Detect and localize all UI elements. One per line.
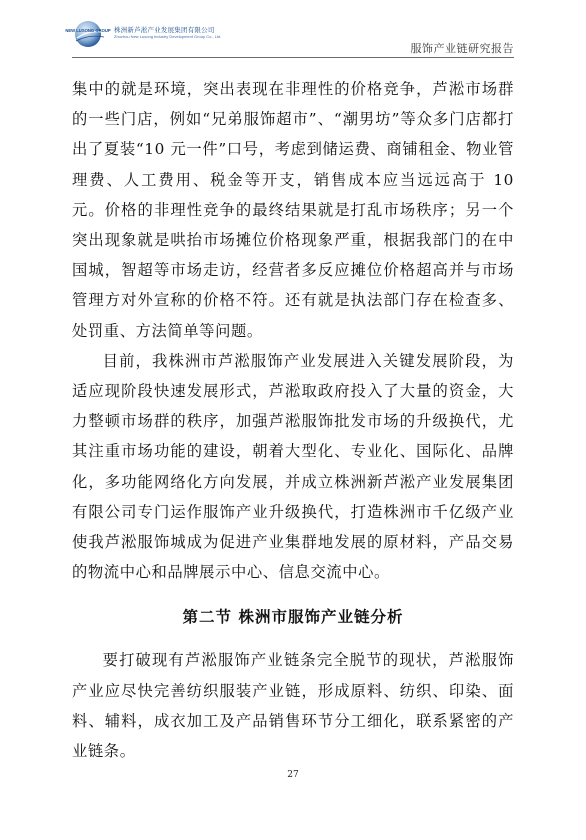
logo-text-block — [114, 26, 264, 39]
logo-company-name-en: Zhuzhou New Lusong Industry Development Group Co., Ltd. — [114, 34, 222, 39]
body-paragraph: 集中的就是环境，突出表现在非理性的价格竞争，芦淞市场群的一些门店，例如“兄弟服饰超市”、“潮男坊”等众多门店都打出了夏装“10 元一件”口号，考虑到储运费、商铺租金、物业管理费、人工费用、税金等开支，销售成本应当远远高于 10 元。价格的非理性竞争的最终结果就是打乱市场秩序；另一个突出现象就是哄抬市场摊位价格现象严重，根据我部门的在中国城，智超等市场走访，经营者多反应摊位价格超高并与市场管理方对外宣称的价格不符。还有就是执法部门存在检查多、处罚重、方法简单等问题。 — [72, 80, 514, 340]
logo-badge-text: NEW LUSONG GROUP — [65, 28, 111, 33]
logo-company-name-cn: 株洲新芦淞产业发展集团有限公司 — [114, 26, 215, 34]
page-header — [0, 0, 586, 70]
body-paragraph: 要打破现有芦淞服饰产业链条完全脱节的现状，芦淞服饰产业应尽快完善纺织服装产业链，形成原料、纺织、印染、面料、辅料，成衣加工及产品销售环节分工细化，联系紧密的产业链条。 — [72, 651, 514, 761]
page-number: 27 — [287, 770, 299, 780]
report-title: 服饰产业链研究报告 — [410, 42, 514, 55]
company-logo — [65, 20, 252, 48]
document-body — [72, 74, 514, 766]
globe-logo-icon — [65, 20, 111, 48]
body-paragraph: 目前，我株洲市芦淞服饰产业发展进入关键发展阶段，为适应现阶段快速发展形式，芦淞取政府投入了大量的资金，大力整顿市场群的秩序，加强芦淞服饰批发市场的升级换代，尤其注重市场功能的建设，朝着大型化、专业化、国际化、品牌化，多功能网络化方向发展，并成立株洲新芦淞产业发展集团有限公司专门运作服饰产业升级换代，打造株洲市千亿级产业使我芦淞服饰城成为促进产业集群地发展的原材料，产品交易的物流中心和品牌展示中心、信息交流中心。 — [72, 351, 514, 582]
header-divider — [72, 57, 514, 58]
section-heading: 第二节 株洲市服饰产业链分析 — [182, 608, 404, 627]
